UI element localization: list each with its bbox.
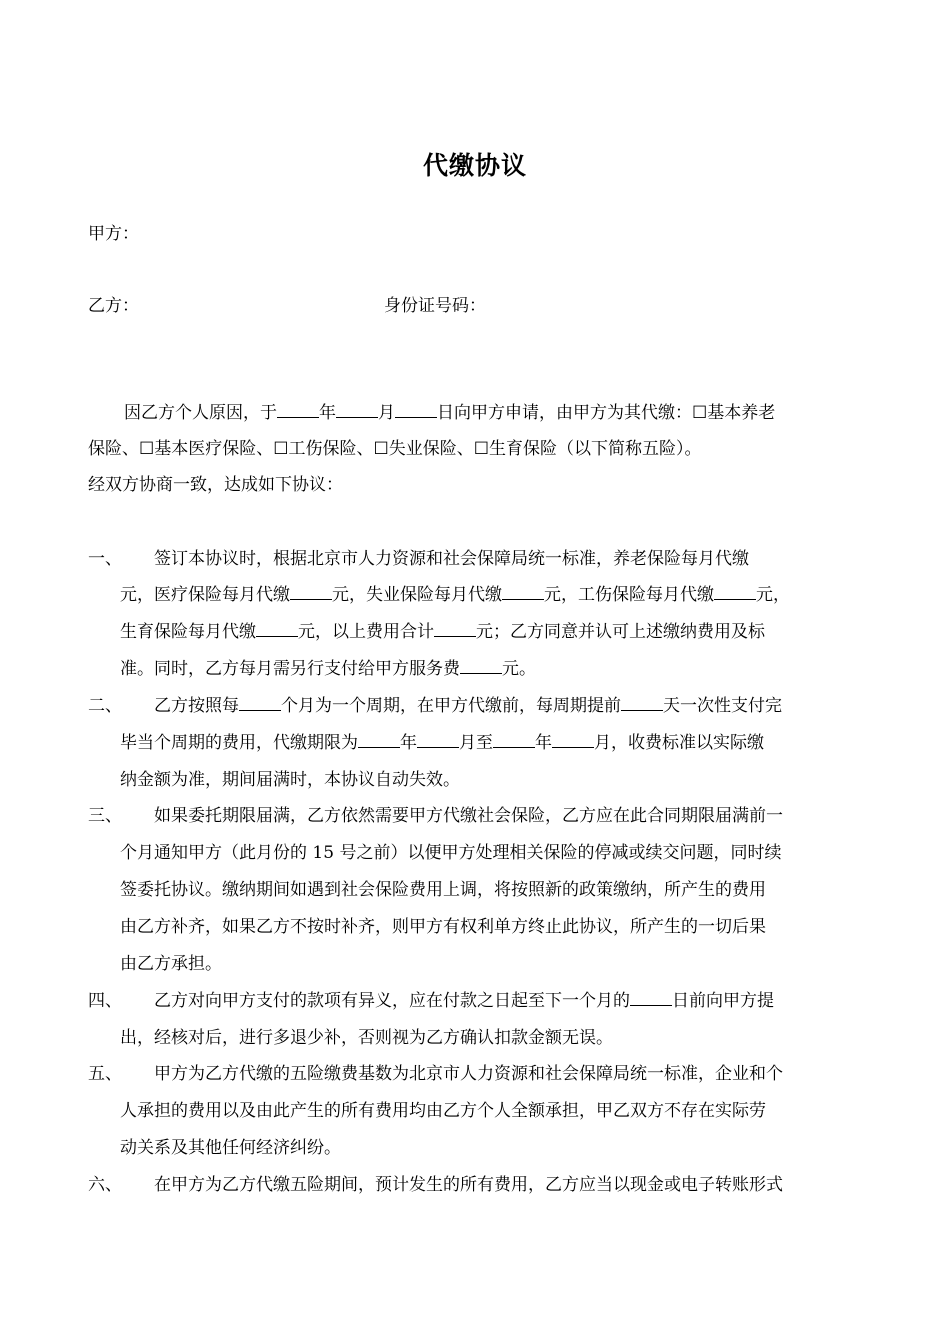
intro-line-1: 因乙方个人原因，于 年 月 日向甲方申请，由甲方为其代缴：☐基本养老 [124, 398, 775, 423]
clause-number: 四、 [88, 991, 122, 1011]
document-title: 代缴协议 [422, 151, 527, 180]
id-number-label: 身份证号码： [384, 296, 486, 316]
end-year-blank[interactable] [493, 730, 535, 748]
injury-amount-blank[interactable] [714, 582, 756, 600]
month-blank[interactable] [336, 400, 378, 418]
clause-number: 五、 [88, 1064, 122, 1084]
unemployment-amount-blank[interactable] [502, 582, 544, 600]
clause-number: 三、 [88, 806, 122, 826]
start-year-blank[interactable] [358, 730, 400, 748]
advance-days-blank[interactable] [621, 693, 663, 711]
medical-amount-blank[interactable] [290, 582, 332, 600]
cycle-months-blank[interactable] [239, 693, 281, 711]
clause-number: 二、 [88, 696, 122, 716]
total-amount-blank[interactable] [434, 619, 476, 637]
dispute-day-blank[interactable] [630, 988, 672, 1006]
start-month-blank[interactable] [417, 730, 459, 748]
intro-line-3: 经双方协商一致，达成如下协议： [88, 475, 343, 495]
clause-number: 一、 [88, 549, 122, 569]
end-month-blank[interactable] [552, 730, 594, 748]
party-a-label: 甲方： [88, 224, 139, 244]
maternity-amount-blank[interactable] [256, 619, 298, 637]
year-blank[interactable] [277, 400, 319, 418]
service-fee-blank[interactable] [460, 656, 502, 674]
clause-number: 六、 [88, 1175, 122, 1195]
party-b-label: 乙方： [88, 296, 139, 316]
day-blank[interactable] [395, 400, 437, 418]
intro-line-2: 保险、☐基本医疗保险、☐工伤保险、☐失业保险、☐生育保险（以下简称五险）。 [88, 439, 702, 459]
